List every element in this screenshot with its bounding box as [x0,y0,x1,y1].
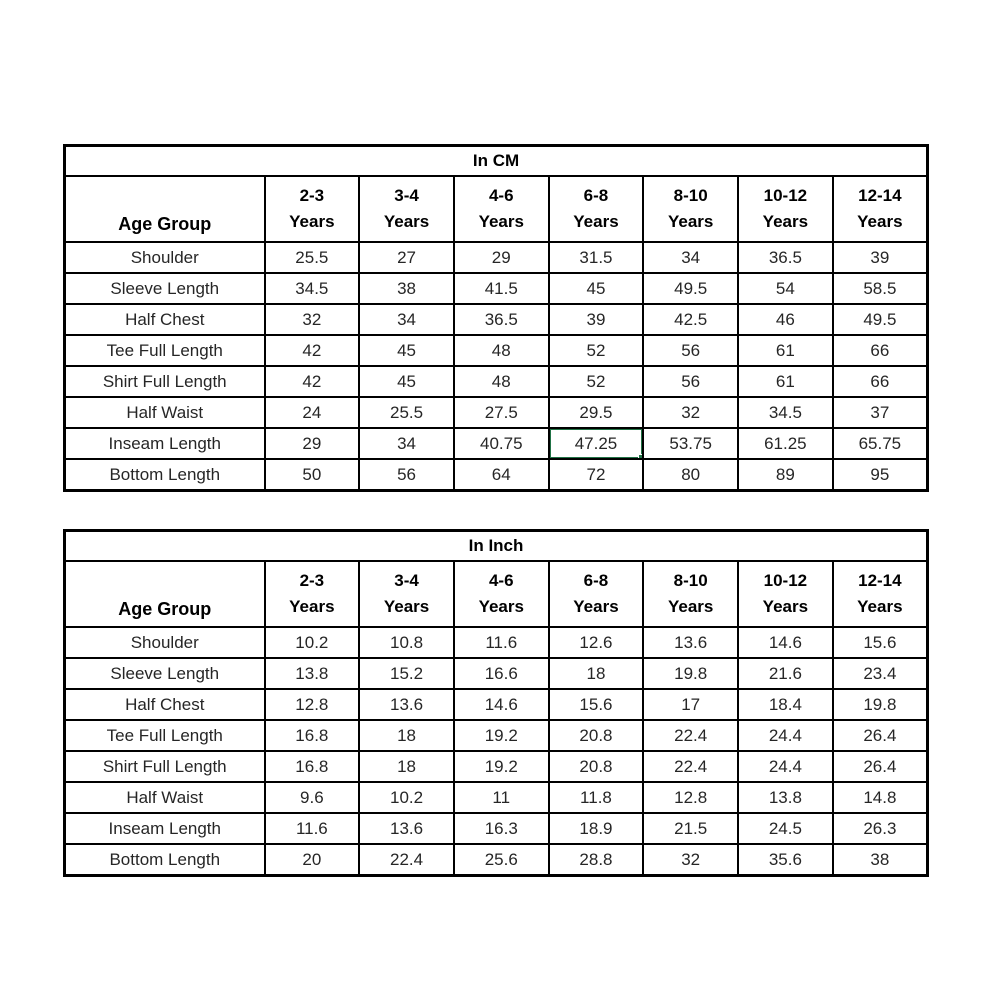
measurement-value[interactable]: 56 [643,335,738,366]
age-column-header[interactable] [643,561,738,627]
size-table-cm [63,144,929,492]
age-unit-label: Years [573,212,619,231]
measurement-value[interactable]: 49.5 [833,304,928,335]
measurement-value[interactable]: 12.8 [265,689,360,720]
age-range-label: 8-10 [673,186,708,205]
measurement-value[interactable]: 20.8 [549,751,644,782]
measurement-value[interactable]: 56 [359,459,454,491]
age-column-header[interactable] [833,176,928,242]
age-column-header[interactable] [643,176,738,242]
age-unit-label: Years [478,597,524,616]
measurement-value[interactable]: 56 [643,366,738,397]
age-range-label: 3-4 [394,571,419,590]
measurement-value[interactable]: 80 [643,459,738,491]
measurement-value[interactable]: 45 [359,335,454,366]
age-column-header[interactable] [833,561,928,627]
measurement-value[interactable]: 24.4 [738,720,833,751]
measurement-value[interactable]: 50 [265,459,360,491]
measurement-label[interactable]: Inseam Length [65,428,265,459]
measurement-value[interactable]: 48 [454,366,549,397]
measurement-value[interactable]: 25.6 [454,844,549,876]
measurement-value[interactable]: 29 [454,242,549,273]
age-column-header[interactable] [549,561,644,627]
measurement-value[interactable]: 34 [643,242,738,273]
measurement-value[interactable]: 38 [833,844,928,876]
measurement-value[interactable]: 19.8 [833,689,928,720]
age-range-label: 8-10 [673,571,708,590]
measurement-value[interactable]: 12.6 [549,627,644,658]
age-column-header[interactable] [454,176,549,242]
table-row [65,813,928,844]
measurement-value[interactable]: 20 [265,844,360,876]
measurement-value[interactable]: 13.8 [265,658,360,689]
measurement-label[interactable]: Shoulder [65,242,265,273]
measurement-value[interactable]: 37 [833,397,928,428]
measurement-value[interactable]: 20.8 [549,720,644,751]
measurement-value[interactable]: 61 [738,366,833,397]
measurement-value[interactable]: 13.6 [359,689,454,720]
measurement-value[interactable]: 10.2 [359,782,454,813]
age-range-label: 10-12 [763,571,808,590]
age-column-header[interactable] [359,561,454,627]
measurement-value[interactable]: 14.8 [833,782,928,813]
measurement-value[interactable]: 13.8 [738,782,833,813]
measurement-label[interactable]: Shoulder [65,627,265,658]
measurement-value[interactable]: 21.5 [643,813,738,844]
age-unit-label: Years [383,212,430,231]
age-unit-label: Years [289,597,335,616]
age-unit-label: Years [857,212,903,231]
measurement-value[interactable]: 10.8 [359,627,454,658]
age-column-header[interactable] [738,561,833,627]
measurement-value[interactable]: 40.75 [454,428,549,459]
measurement-value[interactable]: 38 [359,273,454,304]
measurement-label[interactable]: Inseam Length [65,813,265,844]
measurement-value[interactable]: 27.5 [454,397,549,428]
measurement-value[interactable]: 45 [549,273,644,304]
measurement-value[interactable]: 89 [738,459,833,491]
measurement-value[interactable]: 16.8 [265,751,360,782]
table-row [65,751,928,782]
measurement-label[interactable]: Sleeve Length [65,273,265,304]
measurement-value[interactable]: 42.5 [643,304,738,335]
measurement-value[interactable]: 13.6 [359,813,454,844]
measurement-value[interactable]: 32 [643,397,738,428]
age-column-header[interactable] [265,176,360,242]
age-column-header[interactable] [549,176,644,242]
measurement-value[interactable]: 42 [265,366,360,397]
measurement-value[interactable]: 52 [549,366,644,397]
measurement-value[interactable]: 15.2 [359,658,454,689]
measurement-value[interactable]: 34.5 [265,273,360,304]
measurement-value[interactable]: 24 [265,397,360,428]
age-unit-label: Years [478,212,524,231]
measurement-value[interactable]: 25.5 [265,242,360,273]
measurement-value[interactable]: 65.75 [833,428,928,459]
age-column-header[interactable] [738,176,833,242]
age-range-label: 10-12 [763,186,808,205]
measurement-value[interactable]: 19.8 [643,658,738,689]
age-group-header[interactable]: Age Group [65,176,265,242]
table-row [65,844,928,876]
measurement-value[interactable]: 9.6 [265,782,360,813]
measurement-value[interactable]: 18 [359,720,454,751]
age-range-label: 4-6 [488,186,514,205]
measurement-value[interactable]: 27 [359,242,454,273]
measurement-value[interactable]: 31.5 [549,242,644,273]
table-row [65,366,928,397]
measurement-value[interactable]: 18.9 [549,813,644,844]
measurement-value[interactable]: 39 [549,304,644,335]
measurement-value[interactable]: 23.4 [833,658,928,689]
measurement-value[interactable]: 16.3 [454,813,549,844]
table-row [65,459,928,491]
measurement-label[interactable]: Bottom Length [65,844,265,876]
selected-cell[interactable]: 47.25 [549,428,644,459]
measurement-value[interactable]: 14.6 [454,689,549,720]
measurement-value[interactable]: 32 [643,844,738,876]
measurement-label[interactable]: Shirt Full Length [65,751,265,782]
age-unit-label: Years [762,212,809,231]
age-unit-label: Years [289,212,335,231]
table-row [65,304,928,335]
table-row [65,782,928,813]
size-table-inch [63,529,929,877]
measurement-label[interactable]: Tee Full Length [65,720,265,751]
measurement-value[interactable]: 14.6 [738,627,833,658]
table-row [65,627,928,658]
age-column-header[interactable] [359,176,454,242]
age-range-label: 3-4 [394,186,419,205]
measurement-value[interactable]: 15.6 [549,689,644,720]
fill-handle-icon[interactable] [638,454,643,459]
measurement-value[interactable]: 11.6 [265,813,360,844]
measurement-value[interactable]: 19.2 [454,751,549,782]
measurement-value[interactable]: 15.6 [833,627,928,658]
table-row [65,397,928,428]
table-title-cm: In CM [65,146,928,177]
table-title-inch: In Inch [65,531,928,562]
age-unit-label: Years [857,597,903,616]
measurement-value[interactable]: 58.5 [833,273,928,304]
measurement-value[interactable]: 19.2 [454,720,549,751]
measurement-value[interactable]: 49.5 [643,273,738,304]
measurement-value[interactable]: 42 [265,335,360,366]
measurement-value[interactable]: 34.5 [738,397,833,428]
age-range-label: 2-3 [299,186,325,205]
measurement-value[interactable]: 24.5 [738,813,833,844]
measurement-value[interactable]: 16.8 [265,720,360,751]
measurement-value[interactable]: 10.2 [265,627,360,658]
age-unit-label: Years [383,597,430,616]
measurement-label[interactable]: Half Waist [65,782,265,813]
measurement-value[interactable]: 66 [833,366,928,397]
measurement-value[interactable]: 36.5 [738,242,833,273]
table-row [65,658,928,689]
table-row [65,242,928,273]
measurement-value[interactable]: 35.6 [738,844,833,876]
measurement-value[interactable]: 22.4 [643,720,738,751]
measurement-value[interactable]: 22.4 [359,844,454,876]
measurement-value[interactable]: 34 [359,428,454,459]
age-unit-label: Years [667,212,714,231]
age-range-label: 12-14 [858,571,902,590]
measurement-value[interactable]: 17 [643,689,738,720]
measurement-value[interactable]: 34 [359,304,454,335]
table-row [65,720,928,751]
measurement-value[interactable]: 64 [454,459,549,491]
age-column-header[interactable] [265,561,360,627]
measurement-value[interactable]: 53.75 [643,428,738,459]
measurement-value[interactable]: 39 [833,242,928,273]
age-group-header[interactable]: Age Group [65,561,265,627]
age-range-label: 6-8 [583,571,609,590]
measurement-value[interactable]: 61.25 [738,428,833,459]
age-range-label: 6-8 [583,186,609,205]
measurement-value[interactable]: 36.5 [454,304,549,335]
measurement-value[interactable]: 18 [549,658,644,689]
measurement-value[interactable]: 13.6 [643,627,738,658]
measurement-value[interactable]: 72 [549,459,644,491]
measurement-value[interactable]: 46 [738,304,833,335]
age-column-header[interactable] [454,561,549,627]
measurement-value[interactable]: 18.4 [738,689,833,720]
age-range-label: 2-3 [299,571,325,590]
measurement-value[interactable]: 26.3 [833,813,928,844]
table-row [65,689,928,720]
measurement-value[interactable]: 11.8 [549,782,644,813]
measurement-label[interactable]: Shirt Full Length [65,366,265,397]
measurement-value[interactable]: 11 [454,782,549,813]
measurement-label[interactable]: Half Waist [65,397,265,428]
age-unit-label: Years [573,597,619,616]
table-row [65,335,928,366]
measurement-value[interactable]: 52 [549,335,644,366]
measurement-value[interactable]: 22.4 [643,751,738,782]
measurement-value[interactable]: 11.6 [454,627,549,658]
table-row [65,273,928,304]
measurement-label[interactable]: Bottom Length [65,459,265,491]
age-unit-label: Years [762,597,809,616]
measurement-value[interactable]: 95 [833,459,928,491]
measurement-value[interactable]: 61 [738,335,833,366]
measurement-value[interactable]: 26.4 [833,751,928,782]
measurement-value[interactable]: 29.5 [549,397,644,428]
measurement-value[interactable]: 25.5 [359,397,454,428]
measurement-label[interactable]: Half Chest [65,304,265,335]
measurement-value[interactable]: 24.4 [738,751,833,782]
measurement-value[interactable]: 48 [454,335,549,366]
measurement-label[interactable]: Half Chest [65,689,265,720]
measurement-value[interactable]: 41.5 [454,273,549,304]
measurement-value[interactable]: 45 [359,366,454,397]
measurement-value[interactable]: 28.8 [549,844,644,876]
age-unit-label: Years [667,597,714,616]
age-range-label: 4-6 [488,571,514,590]
measurement-value[interactable]: 21.6 [738,658,833,689]
measurement-value[interactable]: 12.8 [643,782,738,813]
measurement-value[interactable]: 32 [265,304,360,335]
measurement-value[interactable]: 66 [833,335,928,366]
measurement-value[interactable]: 26.4 [833,720,928,751]
measurement-value[interactable]: 16.6 [454,658,549,689]
measurement-value[interactable]: 18 [359,751,454,782]
measurement-label[interactable]: Tee Full Length [65,335,265,366]
measurement-value[interactable]: 29 [265,428,360,459]
measurement-label[interactable]: Sleeve Length [65,658,265,689]
age-range-label: 12-14 [858,186,902,205]
table-row [65,428,928,459]
measurement-value[interactable]: 54 [738,273,833,304]
